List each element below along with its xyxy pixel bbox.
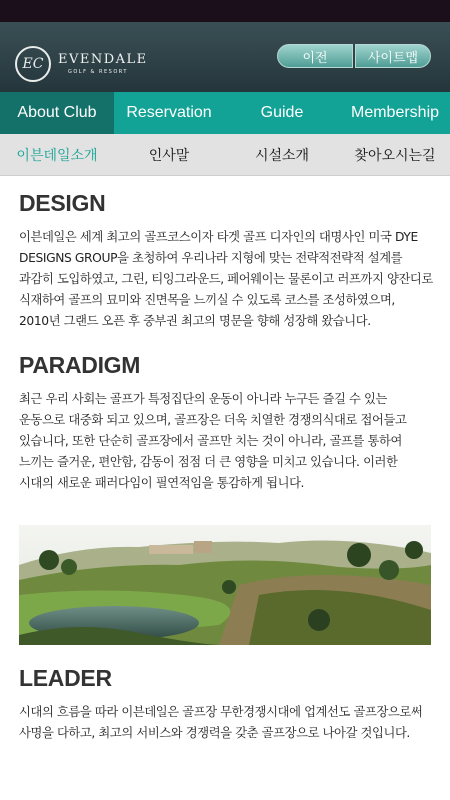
section-title-leader: LEADER [19, 665, 112, 691]
sub-nav [0, 134, 450, 176]
main-nav-membership[interactable]: Membership [350, 104, 440, 121]
sub-nav-facilities[interactable]: 시설소개 [254, 148, 310, 164]
content-leader [19, 665, 434, 744]
prev-button[interactable]: 이전 [277, 44, 353, 68]
sub-nav-evendale-intro[interactable]: 이븐데일소개 [16, 148, 98, 164]
golf-course-photo [19, 525, 431, 645]
logo-emblem[interactable] [15, 46, 51, 82]
section-text-design: 이븐데일은 세계 최고의 골프코스이자 타겟 골프 디자인의 대명사인 미국 DYE DESIGNS GROUP을 초청하여 우리나라 지형에 맞는 전략적전략적 설계를 과감히 도입하였고, 그린, 티잉그라운드, 페어웨이는 물론이고 러프까지 양잔디로 식재하여 골프의 묘미와 진면목을 느끼실 수 있도록 코스를 조성하였으며, 2010년 그랜드 오픈 후 중부권 최고의 명문을 향해 성장해 왔습니다. [19, 230, 433, 328]
section-text-leader: 시대의 흐름을 따라 이븐데일은 골프장 무한경쟁시대에 업계선도 골프장으로써 사명을 다하고, 최고의 서비스와 경쟁력을 갖춘 골프장으로 나아갈 것입니다. [19, 705, 423, 740]
main-nav-reservation[interactable]: Reservation [126, 104, 212, 121]
status-bar [0, 0, 450, 22]
logo-subtitle: GOLF & RESORT [68, 69, 128, 75]
sub-nav-greeting[interactable]: 인사말 [148, 148, 190, 164]
sitemap-button[interactable]: 사이트맵 [355, 44, 431, 68]
logo-mark: EC [22, 56, 44, 72]
section-title-design: DESIGN [19, 190, 106, 216]
main-nav-about-club[interactable]: About Club [0, 92, 114, 134]
main-nav-guide[interactable]: Guide [260, 104, 304, 121]
header [0, 22, 450, 92]
section-text-paradigm: 최근 우리 사회는 골프가 특정집단의 운동이 아니라 누구든 즐길 수 있는 운동으로 대중화 되고 있으며, 골프장은 더욱 치열한 경쟁의식대로 접어들고 있습니다, 또한 단순히 골프장에서 골프만 치는 것이 아니라, 골프를 통하여 느끼는 즐거운, 편안함, 감동이 점점 더 큰 영향을 미치고 있습니다. 이러한 시대의 새로운 패러다임이 필연적임을 통감하게 됩니다. [19, 392, 407, 490]
sub-nav-directions[interactable]: 찾아오시는길 [354, 148, 436, 164]
main-nav [0, 92, 450, 134]
logo-name: EVENDALE [58, 52, 148, 67]
content [19, 190, 434, 494]
logo[interactable] [58, 52, 148, 75]
section-title-paradigm: PARADIGM [19, 352, 141, 378]
